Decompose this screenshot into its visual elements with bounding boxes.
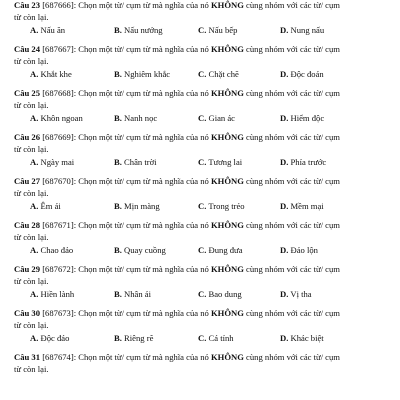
- option-a: A. Êm ái: [30, 201, 61, 212]
- prompt-part: : Chọn một từ/ cụm từ mà nghĩa của nó: [73, 176, 211, 186]
- question-text: [14, 176, 390, 188]
- option-a: A. Khôn ngoan: [30, 113, 83, 124]
- option-c: C. Bao dung: [198, 289, 242, 300]
- question-number: Câu 27: [14, 176, 41, 186]
- question-text: [14, 44, 390, 56]
- prompt-part: cùng nhóm với các từ/ cụm: [243, 132, 340, 142]
- keyword-khong: KHÔNG: [210, 220, 244, 230]
- question-number: Câu 26: [14, 132, 41, 142]
- question-23: [14, 0, 390, 36]
- option-d: D. Mềm mại: [280, 201, 324, 212]
- question-24: [14, 44, 390, 80]
- options-row: [14, 24, 390, 36]
- question-29: [14, 264, 390, 300]
- prompt-part: : Chọn một từ/ cụm từ mà nghĩa của nó: [73, 132, 211, 142]
- option-a: A. Nấu ăn: [30, 25, 66, 36]
- option-b: B. Riêng rẽ: [114, 333, 154, 344]
- question-text: [14, 264, 390, 276]
- option-c: C. Cá tính: [198, 333, 234, 344]
- option-d: D. Khác biệt: [280, 333, 324, 344]
- prompt-part: cùng nhóm với các từ/ cụm: [243, 220, 340, 230]
- question-id: [687674]: [42, 352, 74, 362]
- prompt-part: : Chọn một từ/ cụm từ mà nghĩa của nó: [73, 44, 211, 54]
- prompt-part: : Chọn một từ/ cụm từ mà nghĩa của nó: [73, 352, 211, 362]
- question-id: [687668]: [42, 88, 74, 98]
- option-c: C. Tương lai: [198, 157, 243, 168]
- option-a: A. Ngày mai: [30, 157, 75, 168]
- keyword-khong: KHÔNG: [210, 88, 244, 98]
- question-number: Câu 23: [14, 0, 41, 10]
- prompt-part: cùng nhóm với các từ/ cụm: [243, 88, 340, 98]
- option-b: B. Nhân ái: [114, 289, 152, 300]
- prompt-part: : Chọn một từ/ cụm từ mà nghĩa của nó: [73, 220, 211, 230]
- question-30: [14, 308, 390, 344]
- option-b: B. Chân trời: [114, 157, 157, 168]
- options-row: [14, 156, 390, 168]
- question-continuation: từ còn lại.: [14, 231, 49, 242]
- option-d: D. Vị tha: [280, 289, 312, 300]
- option-d: D. Độc đoán: [280, 69, 324, 80]
- question-text: [14, 88, 390, 100]
- question-id: [687669]: [42, 132, 74, 142]
- question-continuation: từ còn lại.: [14, 55, 49, 66]
- option-b: B. Quay cuồng: [114, 245, 166, 256]
- option-c: C. Gian ác: [198, 113, 235, 124]
- question-text: [14, 308, 390, 320]
- question-continuation: từ còn lại.: [14, 363, 49, 374]
- option-d: D. Phía trước: [280, 157, 327, 168]
- keyword-khong: KHÔNG: [210, 352, 244, 362]
- option-b: B. Nanh nọc: [114, 113, 158, 124]
- prompt-part: : Chọn một từ/ cụm từ mà nghĩa của nó: [73, 264, 211, 274]
- question-continuation: từ còn lại.: [14, 99, 49, 110]
- question-id: [687667]: [42, 44, 74, 54]
- question-id: [687672]: [42, 264, 74, 274]
- prompt-part: cùng nhóm với các từ/ cụm: [243, 308, 340, 318]
- question-25: [14, 88, 390, 124]
- option-a: A. Hiền lành: [30, 289, 75, 300]
- options-row: [14, 244, 390, 256]
- option-b: B. Nấu nướng: [114, 25, 163, 36]
- keyword-khong: KHÔNG: [210, 44, 244, 54]
- options-row: [14, 68, 390, 80]
- option-d: D. Đảo lộn: [280, 245, 318, 256]
- options-row: [14, 288, 390, 300]
- prompt-part: cùng nhóm với các từ/ cụm: [243, 0, 340, 10]
- question-27: [14, 176, 390, 212]
- question-number: Câu 24: [14, 44, 41, 54]
- prompt-part: cùng nhóm với các từ/ cụm: [243, 176, 340, 186]
- prompt-part: cùng nhóm với các từ/ cụm: [243, 352, 340, 362]
- option-a: A. Độc đáo: [30, 333, 70, 344]
- options-row: [14, 200, 390, 212]
- options-row: [14, 332, 390, 344]
- option-c: C. Nấu bếp: [198, 25, 238, 36]
- question-id: [687670]: [42, 176, 74, 186]
- option-a: A. Khắt khe: [30, 69, 72, 80]
- question-text: [14, 132, 390, 144]
- keyword-khong: KHÔNG: [210, 308, 244, 318]
- option-b: B. Nghiêm khắc: [114, 69, 171, 80]
- keyword-khong: KHÔNG: [210, 176, 244, 186]
- keyword-khong: KHÔNG: [210, 132, 244, 142]
- question-continuation: từ còn lại.: [14, 275, 49, 286]
- prompt-part: : Chọn một từ/ cụm từ mà nghĩa của nó: [73, 88, 211, 98]
- question-number: Câu 29: [14, 264, 41, 274]
- question-31: [14, 352, 390, 375]
- question-number: Câu 30: [14, 308, 41, 318]
- question-id: [687673]: [42, 308, 74, 318]
- prompt-part: cùng nhóm với các từ/ cụm: [243, 264, 340, 274]
- prompt-part: : Chọn một từ/ cụm từ mà nghĩa của nó: [73, 308, 211, 318]
- question-id: [687666]: [42, 0, 74, 10]
- option-c: C. Trong trẻo: [198, 201, 245, 212]
- question-26: [14, 132, 390, 168]
- question-text: [14, 352, 390, 364]
- option-c: C. Chặt chẽ: [198, 69, 239, 80]
- option-a: A. Chao đảo: [30, 245, 74, 256]
- question-28: [14, 220, 390, 256]
- question-continuation: từ còn lại.: [14, 11, 49, 22]
- options-row: [14, 112, 390, 124]
- keyword-khong: KHÔNG: [210, 0, 244, 10]
- prompt-part: cùng nhóm với các từ/ cụm: [243, 44, 340, 54]
- keyword-khong: KHÔNG: [210, 264, 244, 274]
- question-number: Câu 25: [14, 88, 41, 98]
- question-continuation: từ còn lại.: [14, 187, 49, 198]
- question-text: [14, 220, 390, 232]
- option-c: C. Đung đưa: [198, 245, 243, 256]
- question-id: [687671]: [42, 220, 74, 230]
- question-continuation: từ còn lại.: [14, 143, 49, 154]
- option-d: D. Hiểm độc: [280, 113, 325, 124]
- question-text: [14, 0, 390, 12]
- question-continuation: từ còn lại.: [14, 319, 49, 330]
- option-d: D. Nung nấu: [280, 25, 325, 36]
- prompt-part: : Chọn một từ/ cụm từ mà nghĩa của nó: [73, 0, 211, 10]
- question-number: Câu 28: [14, 220, 41, 230]
- option-b: B. Mịn màng: [114, 201, 160, 212]
- question-number: Câu 31: [14, 352, 41, 362]
